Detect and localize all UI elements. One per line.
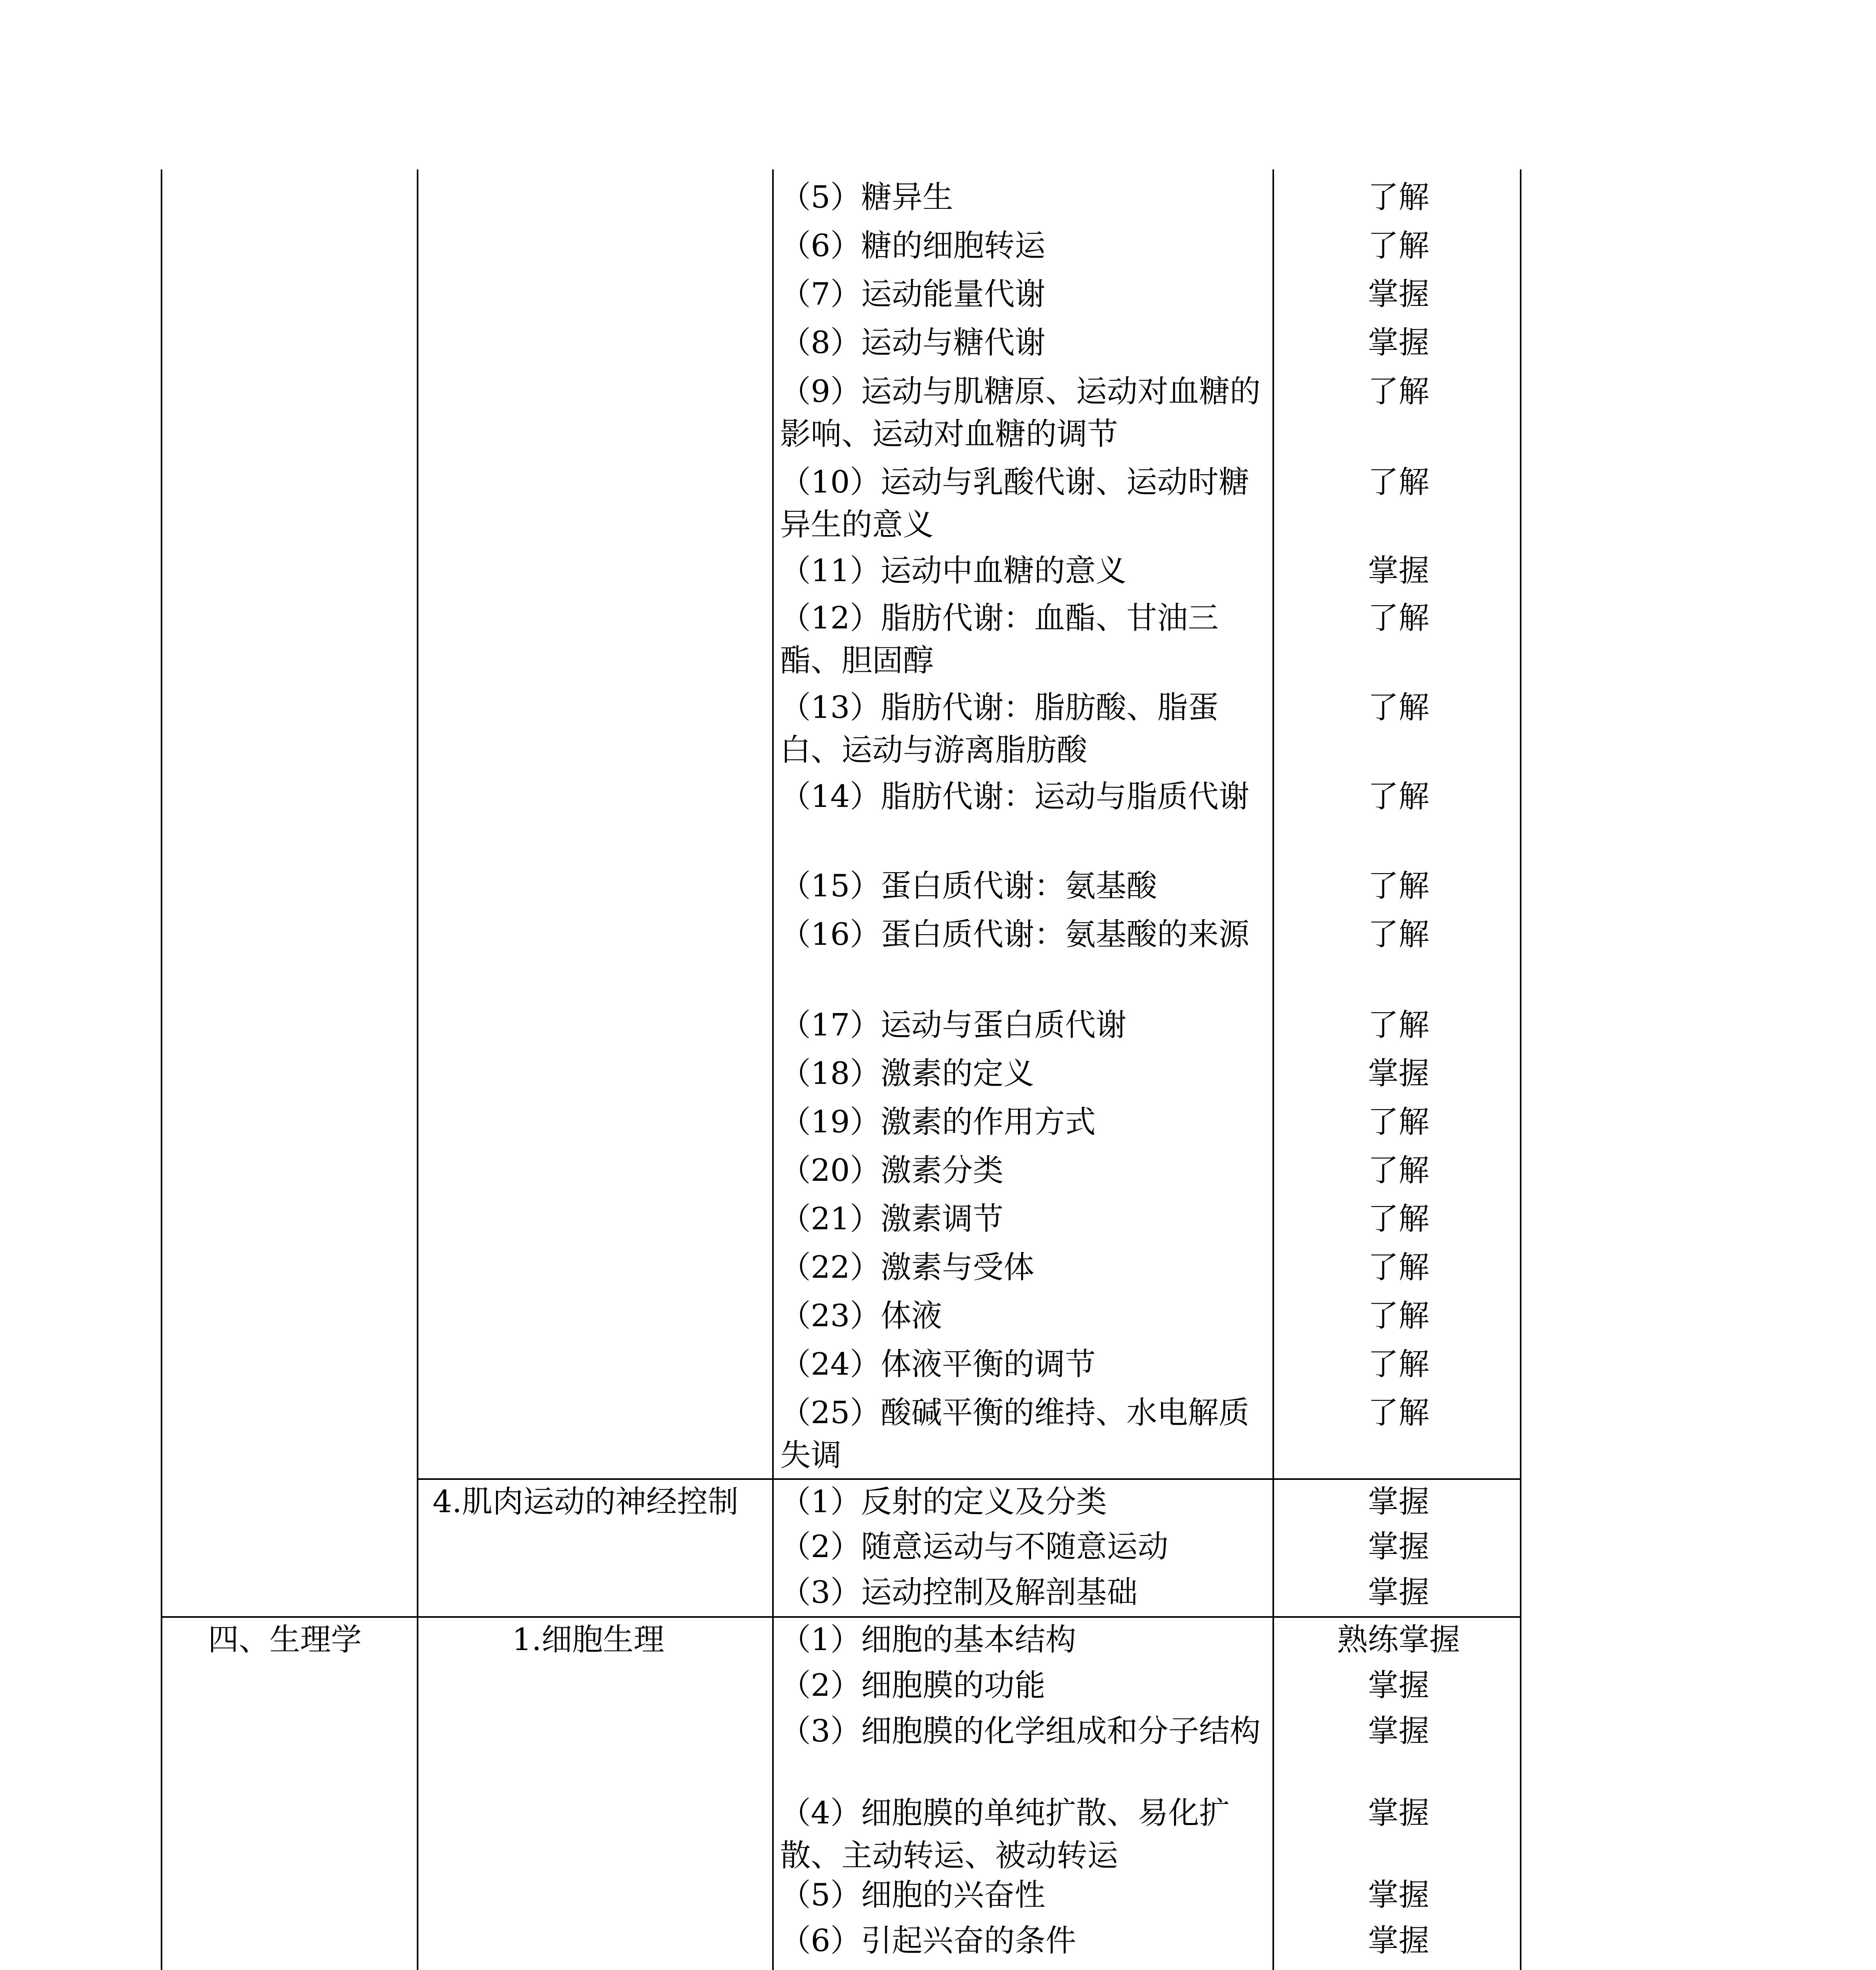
list-item: （12）脂肪代谢：血酯、甘油三酯、胆固醇 [780,600,1219,678]
mastery-level: 了解 [1367,1347,1429,1382]
list-item: （11）运动中血糖的意义 [780,553,1127,589]
mastery-level: 了解 [1367,374,1429,409]
list-item: （2）细胞膜的功能 [780,1668,1046,1703]
mastery-level: 了解 [1367,1298,1429,1334]
list-item: （16）蛋白质代谢：氨基酸的来源 [780,917,1250,952]
mastery-level: 掌握 [1367,1877,1429,1913]
mastery-level: 掌握 [1367,1484,1429,1520]
list-item: （15）蛋白质代谢：氨基酸 [780,868,1157,904]
list-item: （5）糖异生 [780,180,953,215]
list-item: （3）运动控制及解剖基础 [780,1575,1138,1610]
column-divider-3 [1272,169,1274,1970]
mastery-level: 掌握 [1367,1575,1429,1610]
mastery-level: 了解 [1367,600,1429,636]
mastery-level: 掌握 [1367,1795,1429,1831]
table-border-left [161,169,162,1970]
row-divider-section-4 [161,1616,1521,1618]
mastery-level: 掌握 [1367,1668,1429,1703]
list-item: （23）体液 [780,1298,942,1334]
list-item: （18）激素的定义 [780,1056,1035,1091]
list-item: （13）脂肪代谢：脂肪酸、脂蛋白、运动与游离脂肪酸 [780,690,1219,768]
section-title: 四、生理学 [208,1622,362,1658]
mastery-level: 掌握 [1367,277,1429,312]
list-item: （4）细胞膜的单纯扩散、易化扩散、主动转运、被动转运 [780,1795,1230,1873]
mastery-level: 了解 [1367,917,1429,952]
list-item: （6）糖的细胞转运 [780,228,1046,264]
list-item: （20）激素分类 [780,1153,1004,1188]
list-item [780,1966,1269,1970]
list-item: （7）运动能量代谢 [780,277,1046,312]
list-item: （3）细胞膜的化学组成和分子结构 [780,1714,1261,1749]
list-item: （21）激素调节 [780,1201,1004,1237]
list-item: （8）运动与糖代谢 [780,325,1046,361]
mastery-level: 了解 [1367,228,1429,264]
list-item: （10）运动与乳酸代谢、运动时糖异生的意义 [780,465,1250,543]
column-divider-1 [417,169,418,1970]
list-item: （1）细胞的基本结构 [780,1622,1076,1658]
mastery-level: 掌握 [1367,1923,1429,1959]
list-item: （14）脂肪代谢：运动与脂质代谢 [780,779,1250,814]
list-item: （6）引起兴奋的条件 [780,1923,1076,1959]
mastery-level: 了解 [1367,465,1429,500]
mastery-level [1276,1966,1521,1970]
mastery-level: 了解 [1367,1153,1429,1188]
mastery-level: 掌握 [1367,553,1429,589]
mastery-level: 掌握 [1367,1056,1429,1091]
list-item: （25）酸碱平衡的维持、水电解质失调 [780,1395,1250,1473]
list-item: （22）激素与受体 [780,1250,1035,1285]
list-item: （24）体液平衡的调节 [780,1347,1096,1382]
list-item: （5）细胞的兴奋性 [780,1877,1046,1913]
list-item: （19）激素的作用方式 [780,1104,1096,1140]
mastery-level: 了解 [1367,1250,1429,1285]
mastery-level: 了解 [1367,868,1429,904]
list-item: （17）运动与蛋白质代谢 [780,1007,1127,1043]
mastery-level: 了解 [1367,690,1429,725]
mastery-level: 掌握 [1367,1714,1429,1749]
mastery-level: 了解 [1367,1007,1429,1043]
mastery-level: 掌握 [1367,1529,1429,1565]
list-item: （1）反射的定义及分类 [780,1484,1107,1520]
mastery-level: 了解 [1367,180,1429,215]
row-divider-topic-4 [417,1478,1521,1480]
mastery-level: 了解 [1367,1201,1429,1237]
mastery-level: 熟练掌握 [1337,1622,1460,1658]
topic-title: 1.细胞生理 [512,1622,665,1658]
mastery-level: 了解 [1367,1395,1429,1431]
mastery-level: 掌握 [1367,325,1429,361]
column-divider-2 [772,169,774,1970]
list-item: （9）运动与肌糖原、运动对血糖的影响、运动对血糖的调节 [780,374,1261,452]
mastery-level: 了解 [1367,1104,1429,1140]
list-item: （2）随意运动与不随意运动 [780,1529,1168,1565]
mastery-level: 了解 [1367,779,1429,814]
topic-title: 4.肌肉运动的神经控制 [433,1484,739,1520]
